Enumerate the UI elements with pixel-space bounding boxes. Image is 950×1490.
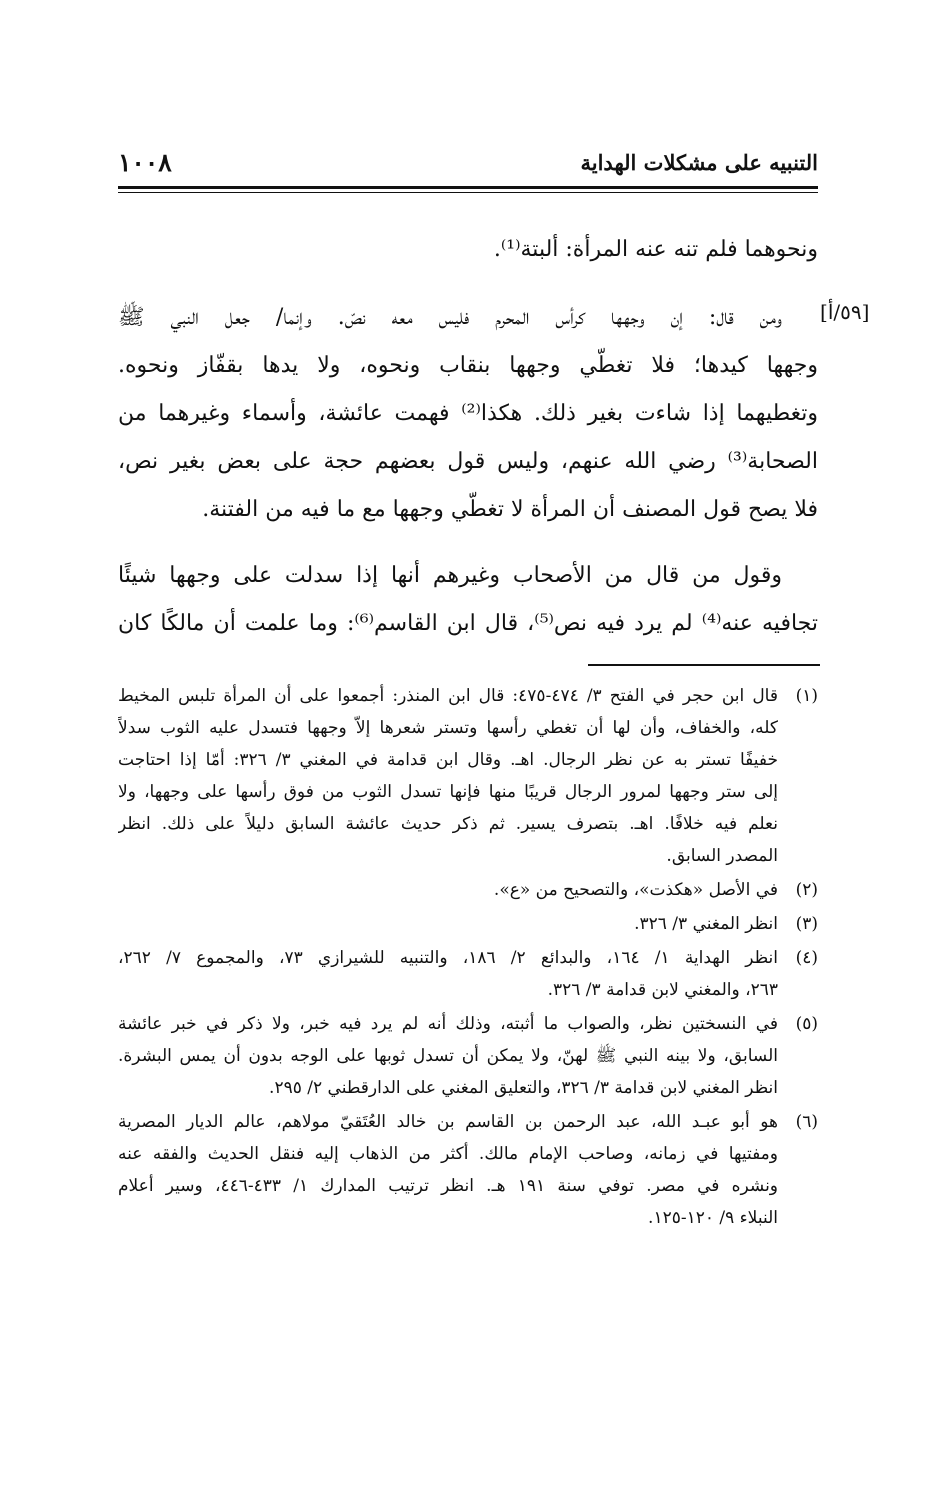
footnote-line: قال ابن حجر في الفتح ٣/ ٤٧٤-٤٧٥: قال ابن المنذر: أجمعوا على أن المرأة تلبس المخيط xyxy=(118,686,778,706)
footnote-6 xyxy=(118,1106,818,1234)
page-header xyxy=(118,148,818,184)
footnote-line: إلى ستر وجهها لمرور الرجال قريبًا منها فإنها تسدل الثوب من فوق رأسها على وجهها، ولا xyxy=(118,782,778,802)
footnote-line: انظر المغني لابن قدامة ٣/ ٣٢٦، والتعليق المغني على الدارقطني ٢/ ٢٩٥. xyxy=(269,1078,778,1098)
header-rule-thin xyxy=(118,192,818,193)
footnote-line: انظر الهداية ١/ ١٦٤، والبدائع ٢/ ١٨٦، والتنبيه للشيرازي ٧٣، والمجموع ٧/ ٢٦٢، xyxy=(118,948,778,968)
footnote-number: (٢) xyxy=(795,880,818,900)
footnote-number: (٦) xyxy=(795,1112,818,1132)
footnote-line: كله، والخفاف، وأن لها أن تغطي رأسها وتستر شعرها إلاّ وجهها فتسدل عليه الثوب سدلاً xyxy=(118,718,778,738)
footnote-line: هو أبو عبـد الله، عبد الرحمن بن القاسم بن خالد العُتَقيّ مولاهم، عالم الديار المصرية xyxy=(118,1112,778,1132)
footnote-5 xyxy=(118,1008,818,1104)
footnote-line: نعلم فيه خلافًا. اهـ. بتصرف يسير. ثم ذكر حديث عائشة السابق دليلاً على ذلك. انظر xyxy=(118,814,778,834)
footnote-line: ومفتيها في زمانه، وصاحب الإمام مالك. أكثر من الذهاب إليه فنقل الحديث والفقه عنه xyxy=(118,1144,778,1164)
footnote-1 xyxy=(118,680,818,872)
text-line: ونحوهما فلم تنه عنه المرأة: ألبتة⁽¹⁾. xyxy=(493,237,818,262)
text-line: وجهها كيدها؛ فلا تغطّي وجهها بنقاب ونحوه، ولا يدها بقفّاز ونحوه. xyxy=(118,353,818,378)
footnote-line: خفيفًا تستر به عن نظر الرجال. اهـ. وقال ابن قدامة في المغني ٣/ ٣٢٦: أمّا إذا احتاجت xyxy=(118,750,778,770)
footnote-line: ونشره في مصر. توفي سنة ١٩١ هـ. انظر ترتيب المدارك ١/ ٤٣٣-٤٤٦، وسير أعلام xyxy=(118,1176,778,1196)
footnote-separator xyxy=(588,664,820,666)
running-title: التنبيه على مشكلات الهداية xyxy=(580,150,818,175)
paragraph-3 xyxy=(118,552,818,648)
header-rule-thick xyxy=(118,186,818,189)
footnote-line: في النسختين نظر، والصواب ما أثبته، وذلك أنه لم يرد فيه خبر، ولا ذكر في خبر عائشة xyxy=(118,1014,778,1034)
page-number: ١٠٠٨ xyxy=(118,148,172,177)
text-line: الصحابة⁽³⁾ رضي الله عنهم، وليس قول بعضهم حجة على بعض بغير نص، xyxy=(118,449,818,474)
text-line: وتغطيهما إذا شاءت بغير ذلك. هكذا⁽²⁾ فهمت عائشة، وأسماء وغيرهما من xyxy=(118,401,818,426)
footnote-line: في الأصل «هكذت»، والتصحيح من «ع». xyxy=(493,880,778,900)
text-line: وقول من قال من الأصحاب وغيرهم أنها إذا سدلت على وجهها شيئًا xyxy=(118,563,782,588)
footnote-line: النبلاء ٩/ ١٢٠-١٢٥. xyxy=(648,1208,778,1228)
footnote-line: ٢٦٣، والمغني لابن قدامة ٣/ ٣٢٦. xyxy=(547,980,778,1000)
footnote-number: (٣) xyxy=(795,914,818,934)
footnote-2 xyxy=(118,874,818,906)
text-line: تجافيه عنه⁽⁴⁾ لم يرد فيه نص⁽⁵⁾، قال ابن القاسم⁽⁶⁾: وما علمت أن مالكًا كان xyxy=(118,611,818,636)
footnote-4 xyxy=(118,942,818,1006)
paragraph-2 xyxy=(118,294,818,534)
footnotes xyxy=(118,680,818,1236)
footnote-number: (٤) xyxy=(795,948,818,968)
paragraph-1 xyxy=(118,226,818,274)
footnote-line: المصدر السابق. xyxy=(666,846,778,866)
footnote-number: (٥) xyxy=(795,1014,818,1034)
footnote-line: انظر المغني ٣/ ٣٢٦. xyxy=(634,914,778,934)
footnote-number: (١) xyxy=(795,686,818,706)
text-line: فلا يصح قول المصنف أن المرأة لا تغطّي وجهها مع ما فيه من الفتنة. xyxy=(202,497,818,522)
manuscript-folio-marker: [٥٩/أ] xyxy=(820,300,870,324)
footnote-3 xyxy=(118,908,818,940)
text-line: ومن قال: إن وجهها كرأس المحرم فليس معه نصّ. وإنما/ جعل النبي ﷺ xyxy=(118,305,782,330)
footnote-line: السابق، ولا بينه النبي ﷺ لهنّ، ولا يمكن أن تسدل ثوبها على الوجه بدون أن يمس البشرة. xyxy=(118,1046,778,1066)
